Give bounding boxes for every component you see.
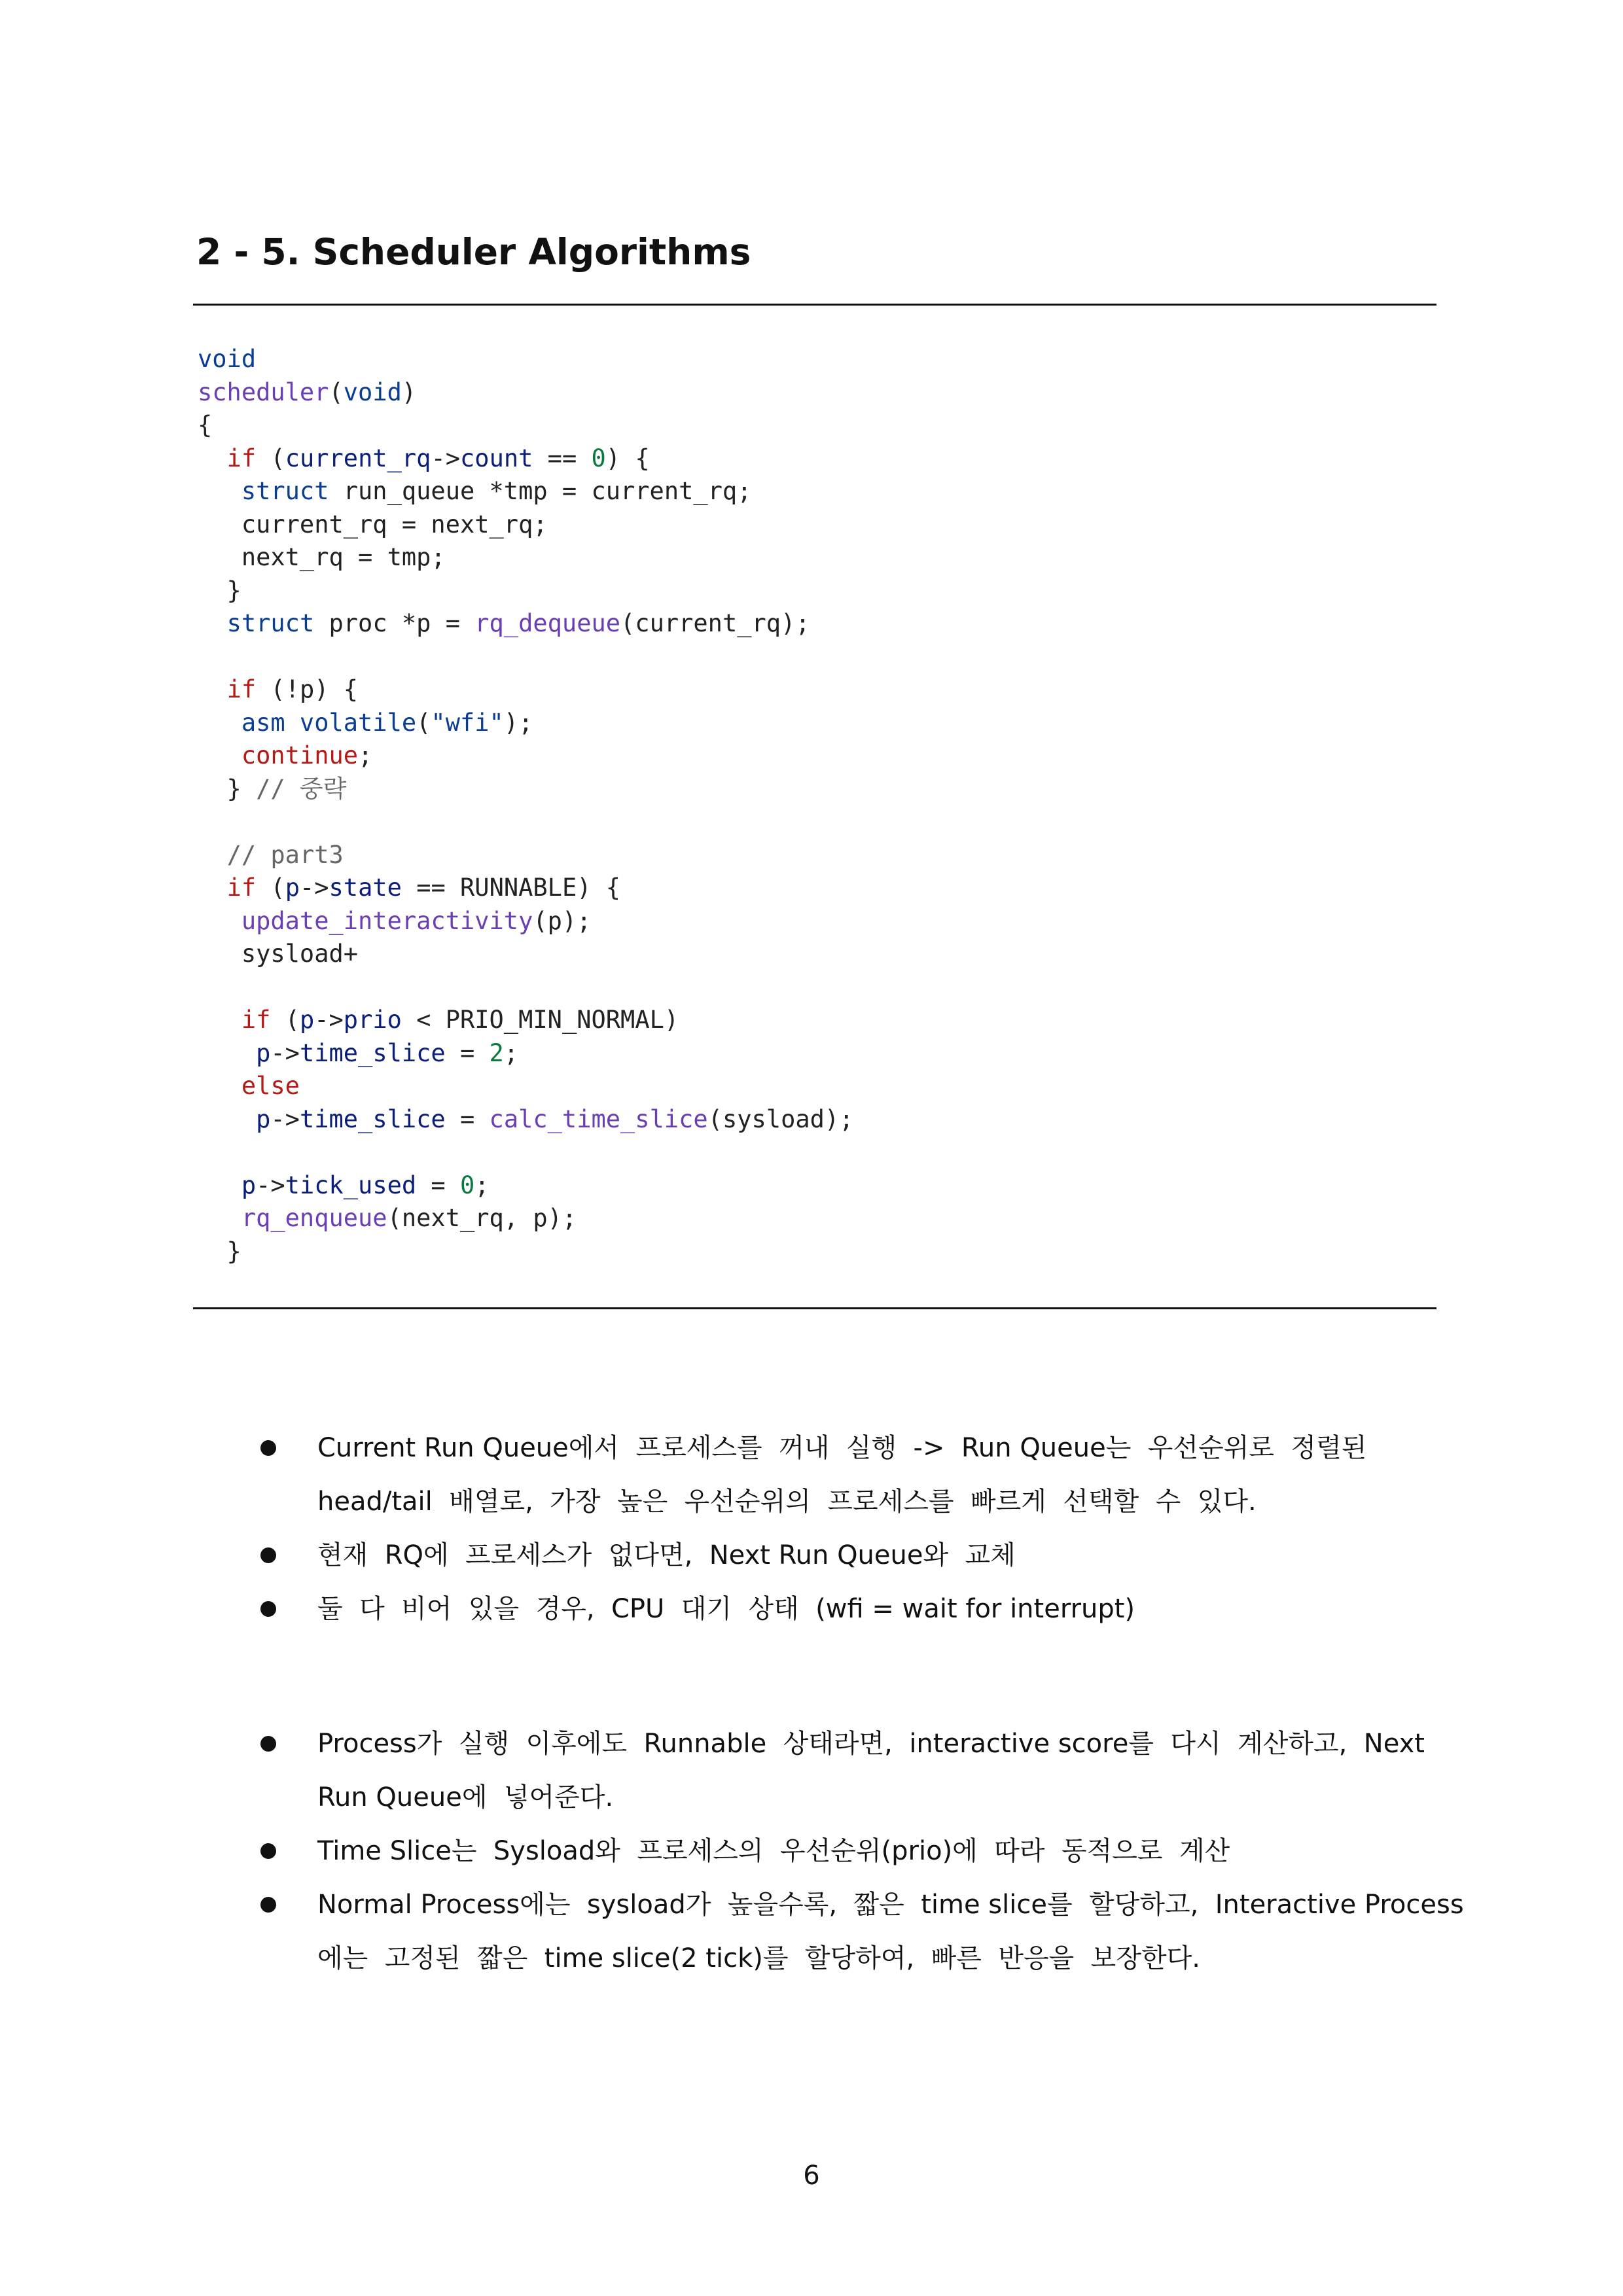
code-token: {	[198, 411, 213, 439]
code-token: ->	[270, 1038, 300, 1067]
code-token: p	[256, 1038, 271, 1067]
bullet-item	[255, 1421, 1433, 1528]
code-line	[198, 409, 853, 442]
code-token: struct	[241, 477, 329, 505]
code-token	[198, 1105, 256, 1133]
code-token: (	[256, 444, 285, 472]
code-token: ;	[358, 741, 373, 769]
code-token: )	[401, 378, 417, 406]
code-token: (current_rq);	[620, 609, 810, 637]
code-token: =	[416, 1171, 460, 1199]
code-token: void	[343, 378, 402, 406]
code-token: state	[329, 874, 402, 902]
code-token: ->	[256, 1171, 285, 1199]
code-token	[198, 1171, 241, 1199]
bottom-divider	[193, 1307, 1436, 1309]
code-line	[198, 773, 853, 806]
code-token: if	[226, 675, 257, 703]
code-token: ;	[474, 1171, 490, 1199]
code-line	[198, 938, 853, 971]
code-token: asm volatile	[241, 708, 417, 737]
code-line	[198, 673, 853, 707]
bullet-text-line: Run Queue에 넣어준다.	[317, 1782, 614, 1812]
code-line	[198, 1037, 853, 1070]
code-line	[198, 872, 853, 905]
code-token	[198, 1039, 256, 1067]
code-token	[198, 444, 227, 472]
code-token: (!p) {	[256, 675, 359, 703]
code-line	[198, 739, 853, 773]
code-token: calc_time_slice	[489, 1104, 708, 1133]
code-line	[198, 641, 853, 674]
code-line	[198, 707, 853, 740]
code-line	[198, 805, 853, 839]
code-token: else	[241, 1072, 300, 1100]
code-token	[198, 1072, 241, 1100]
code-token: scheduler	[198, 378, 329, 406]
code-token: next_rq = tmp;	[198, 543, 446, 571]
code-token: p	[285, 874, 300, 902]
code-line	[198, 607, 853, 641]
code-token: == RUNNABLE) {	[401, 874, 621, 902]
code-line	[198, 343, 853, 376]
code-line	[198, 475, 853, 508]
code-token: struct	[226, 609, 315, 637]
bullet-list-1	[255, 1421, 1433, 1636]
code-line	[198, 508, 853, 542]
code-token: if	[226, 874, 257, 902]
bullet-text-line: 현재 RQ에 프로세스가 없다면, Next Run Queue와 교체	[317, 1540, 1016, 1570]
bullet-text-line: Process가 실행 이후에도 Runnable 상태라면, interactive score를 다시 계산하고, Next	[317, 1729, 1425, 1759]
code-token	[198, 741, 241, 769]
bullet-list-2	[255, 1717, 1464, 1985]
code-token: // 중략	[256, 774, 347, 803]
code-token: (	[270, 1006, 300, 1034]
code-token	[198, 1204, 241, 1232]
code-token: }	[198, 774, 257, 803]
code-token: p	[299, 1006, 315, 1034]
code-token	[198, 874, 227, 902]
code-token: current_rq = next_rq;	[198, 510, 548, 539]
code-token	[198, 477, 241, 505]
bullet-text-line: Time Slice는 Sysload와 프로세스의 우선순위(prio)에 따라 동적으로 계산	[317, 1836, 1230, 1866]
code-token: =	[445, 1104, 490, 1133]
code-token: 0	[591, 444, 606, 472]
bullet-item	[255, 1824, 1433, 1878]
code-token: p	[256, 1104, 271, 1133]
bullet-item	[255, 1878, 1464, 1985]
code-token	[198, 907, 241, 935]
bullet-text-line: Current Run Queue에서 프로세스를 꺼내 실행 -> Run Queue는 우선순위로 정렬된	[317, 1433, 1367, 1463]
code-token: rq_enqueue	[241, 1204, 387, 1232]
code-token: current_rq	[285, 444, 431, 472]
bullet-item	[255, 1717, 1433, 1824]
page-number: 6	[803, 2161, 820, 2191]
code-line	[198, 1202, 853, 1235]
code-token	[198, 709, 241, 737]
code-token	[198, 841, 227, 869]
code-line	[198, 905, 853, 938]
code-line	[198, 574, 853, 608]
code-line	[198, 376, 853, 410]
code-token: ->	[299, 874, 329, 902]
code-token: p	[241, 1171, 257, 1199]
top-divider	[193, 304, 1436, 306]
code-token: ->	[270, 1104, 300, 1133]
code-token: sysload+	[198, 940, 359, 968]
code-line	[198, 541, 853, 574]
code-token: continue	[241, 741, 359, 769]
code-token: void	[198, 345, 257, 373]
code-token: ->	[314, 1006, 344, 1034]
code-token: ==	[533, 444, 592, 472]
code-line	[198, 442, 853, 476]
code-token: (sysload);	[707, 1104, 854, 1133]
code-token: }	[198, 576, 241, 605]
code-line	[198, 971, 853, 1004]
code-token	[198, 675, 227, 703]
code-block	[198, 343, 853, 1268]
code-token: time_slice	[299, 1104, 446, 1133]
code-token: prio	[343, 1006, 402, 1034]
code-token: ) {	[605, 444, 650, 472]
code-token: proc *p =	[314, 609, 475, 637]
bullet-text-line: Normal Process에는 sysload가 높을수록, 짧은 time slice를 할당하고, Interactive Process	[317, 1890, 1464, 1920]
code-token: (	[256, 874, 285, 902]
code-token: update_interactivity	[241, 906, 533, 935]
code-line	[198, 1004, 853, 1037]
bullet-text-line: 둘 다 비어 있을 경우, CPU 대기 상태 (wfi = wait for interrupt)	[317, 1594, 1135, 1624]
code-token: (	[416, 708, 431, 737]
code-token: =	[445, 1038, 490, 1067]
code-token: ;	[503, 1038, 519, 1067]
code-token: );	[503, 708, 533, 737]
code-token: rq_dequeue	[474, 609, 621, 637]
code-token: "wfi"	[431, 708, 504, 737]
bullet-item	[255, 1582, 1433, 1636]
code-line	[198, 1103, 853, 1137]
bullet-text-line: head/tail 배열로, 가장 높은 우선순위의 프로세스를 빠르게 선택할 수 있다.	[317, 1487, 1257, 1517]
code-token: if	[226, 444, 257, 472]
code-token: (next_rq, p);	[387, 1204, 577, 1232]
code-line	[198, 1136, 853, 1169]
code-token: run_queue *tmp = current_rq;	[329, 477, 752, 505]
code-token: // part3	[226, 840, 344, 869]
code-token: 0	[459, 1171, 475, 1199]
code-token	[198, 609, 227, 637]
code-token: 2	[489, 1038, 504, 1067]
code-token	[198, 1006, 241, 1034]
code-line	[198, 839, 853, 872]
code-token: if	[241, 1006, 271, 1034]
code-line	[198, 1070, 853, 1103]
code-token: tick_used	[285, 1171, 417, 1199]
code-line	[198, 1169, 853, 1203]
code-token: ->	[431, 444, 461, 472]
code-token: time_slice	[299, 1038, 446, 1067]
bullet-text-line: 에는 고정된 짧은 time slice(2 tick)를 할당하여, 빠른 반응을 보장한다.	[317, 1943, 1200, 1973]
code-token: (p);	[533, 906, 592, 935]
code-token: (	[329, 378, 344, 406]
code-token: < PRIO_MIN_NORMAL)	[401, 1006, 679, 1034]
code-token: count	[460, 444, 533, 472]
code-token: }	[198, 1237, 241, 1265]
code-line	[198, 1235, 853, 1269]
section-heading: 2 - 5. Scheduler Algorithms	[196, 231, 751, 273]
bullet-item	[255, 1528, 1433, 1582]
